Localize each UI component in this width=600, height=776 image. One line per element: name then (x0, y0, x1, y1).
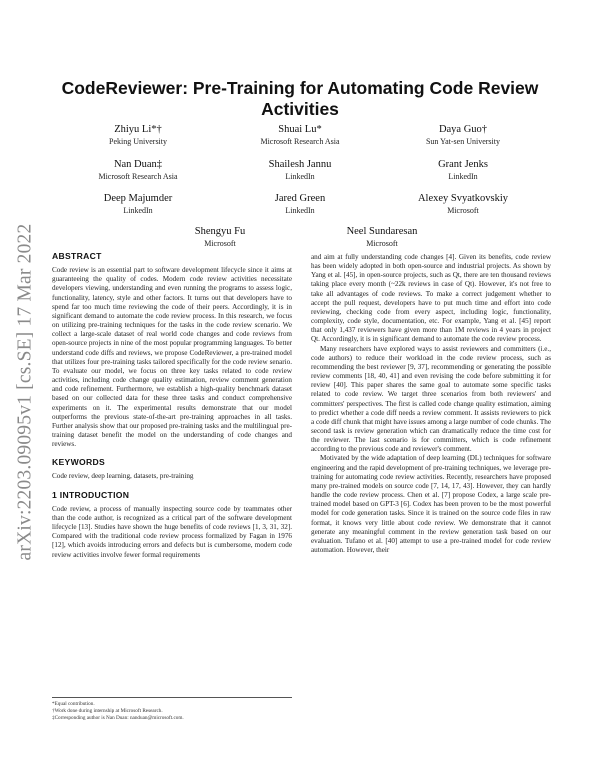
author-name: Shengyu Fu (194, 226, 246, 237)
introduction-paragraph: Code review, a process of manually inspecting source code by teammates other than the code author, is recognized as a critical part of the software development lifecycle [13]. Studies have shown the huge benefits of code reviews [1, 3, 31, 32]. Compared with the traditional code review process formalized by Fagan in 1976 [12], which avoids introducing errors and defects but is cumbersome, modern code review activities involve fewer formal requirements (52, 504, 292, 559)
author-block (210, 193, 390, 217)
author-affiliation: LinkedIn (285, 206, 315, 215)
author-affiliation: LinkedIn (448, 172, 478, 181)
author-name: Zhiyu Li*† (114, 124, 162, 135)
author-affiliation: Peking University (109, 137, 167, 146)
introduction-heading: 1 INTRODUCTION (52, 489, 130, 500)
keywords-text: Code review, deep learning, datasets, pre-training (52, 472, 194, 481)
paper-title: CodeReviewer: Pre-Training for Automating Code Review Activities (61, 78, 539, 119)
author-name: Neel Sundaresan (346, 226, 418, 237)
arxiv-identifier: arXiv:2203.09095v1 [cs.SE] 17 Mar 2022 (14, 223, 35, 561)
author-affiliation: Microsoft Research Asia (260, 137, 340, 146)
body-paragraph: and aim at fully understanding code changes [4]. Given its benefits, code review has been widely adopted in both open-source and industrial projects. As shown by Yang et al. [45], in open-source projects, such as Qt, there are ten thousand reviews taking place every month (~22k reviews in case of Qt). However, it's not free to take all advantages of code reviews. To make a correct judgement whether to accept the pull request, developers have to put much time and effort into code reviewing, checking code from every aspect, including logic, functionality, complexity, code style, documentation, etc. For example, Yang et al. [45] report that only 1,437 reviewers have given more than 1M reviews in 4 years in project Qt. Accordingly, it is in significant demand to automate the code review process. (311, 253, 551, 344)
author-name: Shailesh Jannu (268, 159, 332, 170)
author-affiliation: LinkedIn (123, 206, 153, 215)
abstract-text: Code review is an essential part to software development lifecycle since it aims at guaranteeing the quality of codes. Modern code review activities necessitate developers viewing, understanding and even running the programs to assess logic, functionality, latency, style and other factors. It turns out that developers have to spend far too much time reviewing the code of their peers. Accordingly, it is in significant demand to automate the code review process. In this research, we focus on utilizing pre-training techniques for the tasks in the code review scenario. We collect a large-scale dataset of real world code changes and code reviews from open-source projects in nine of the most popular programming languages. To better understand code diffs and reviews, we propose CodeReviewer, a pre-trained model that utilizes four pre-training tasks tailored specifically for the code review senario. To evaluate our model, we focus on three key tasks related to code review activities, including code change quality estimation, review comment generation and code refinement. Furthermore, we establish a high-quality benchmark dataset based on our collected data for these three tasks and conduct comprehensive experiments on it. The experimental results demonstrate that our model outperforms the previous state-of-the-art pre-training approaches in all tasks. Further analysis show that our proposed pre-training tasks and the multilingual pre-training dataset benefit the model on the understanding of code changes and reviews. (52, 266, 292, 449)
author-affiliation: Microsoft (204, 239, 236, 248)
body-paragraph: Many researchers have explored ways to assist reviewers and committers (i.e., code authors) to reduce their workload in the code review process, such as recommending the best reviewer [9, 37], recommending or generating the possible review comments [18, 40, 41] and even revising the code before submitting it for review [40]. This paper shares the same goal to automate some specific tasks related to code review. We target three scenarios from both reviewers' and committers' perspectives. The first is called code change quality estimation, aiming to predict whether a code diff needs a review comment. It assists reviewers to pick a code diff chunk that might have issues among a large number of code chunks. The second task is review generation which can dramatically reduce the time cost for the reviewer. The last scenario is for committers, which is code refinement according to the previous code and reviewer's comment. (311, 344, 551, 454)
author-block (210, 159, 390, 183)
author-affiliation: LinkedIn (285, 172, 315, 181)
author-block (48, 124, 228, 148)
author-affiliation: Microsoft (366, 239, 398, 248)
abstract-heading: ABSTRACT (52, 251, 102, 261)
author-block (48, 159, 228, 183)
author-name: Shuai Lu* (278, 124, 322, 135)
left-column (52, 252, 292, 560)
footnote: *Equal contribution. (52, 701, 95, 707)
author-block (130, 226, 310, 250)
right-column (311, 253, 551, 555)
author-block (292, 226, 472, 250)
author-name: Grant Jenks (438, 159, 488, 170)
keywords-heading: KEYWORDS (52, 457, 106, 468)
author-affiliation: Microsoft (447, 206, 479, 215)
arxiv-side-stamp (10, 212, 40, 572)
author-block (210, 124, 390, 148)
author-affiliation: Microsoft Research Asia (98, 172, 178, 181)
author-name: Daya Guo† (438, 124, 488, 135)
author-block (373, 124, 553, 148)
author-block (48, 193, 228, 217)
author-name: Jared Green (274, 193, 326, 204)
footnote: †Work done during internship at Microsoft Research. (52, 707, 163, 714)
author-affiliation: Sun Yat-sen University (425, 137, 500, 146)
author-name: Nan Duan‡ (113, 159, 163, 170)
footnotes (52, 697, 292, 721)
author-name: Deep Majumder (103, 193, 173, 204)
body-paragraph: Motivated by the wide adaptation of deep learning (DL) techniques for software engineering and the rapid development of pre-training techniques, we leverage pre-training for automating code review activities. Recently, researchers have proposed many pre-trained models on source code [7, 14, 17, 43]. However, they can hardly handle the code review process. Chen et al. [7] propose Codex, a large scale pre-trained model based on GPT-3 [6]. Codex has been proven to be the most powerful model for code generation tasks. Since it is trained on the source code files in raw format, it knows very little about code review. We demonstrate that it cannot generate any meaningful comment in the review generation task based on our evaluation. Tufano et al. [40] attempt to use a pre-trained model for code review automation. However, their (311, 454, 551, 554)
footnote: ‡Corresponding author is Nan Duan: nanduan@microsoft.com. (52, 714, 184, 721)
author-block (373, 159, 553, 183)
author-block (373, 193, 553, 217)
author-name: Alexey Svyatkovskiy (417, 193, 509, 204)
